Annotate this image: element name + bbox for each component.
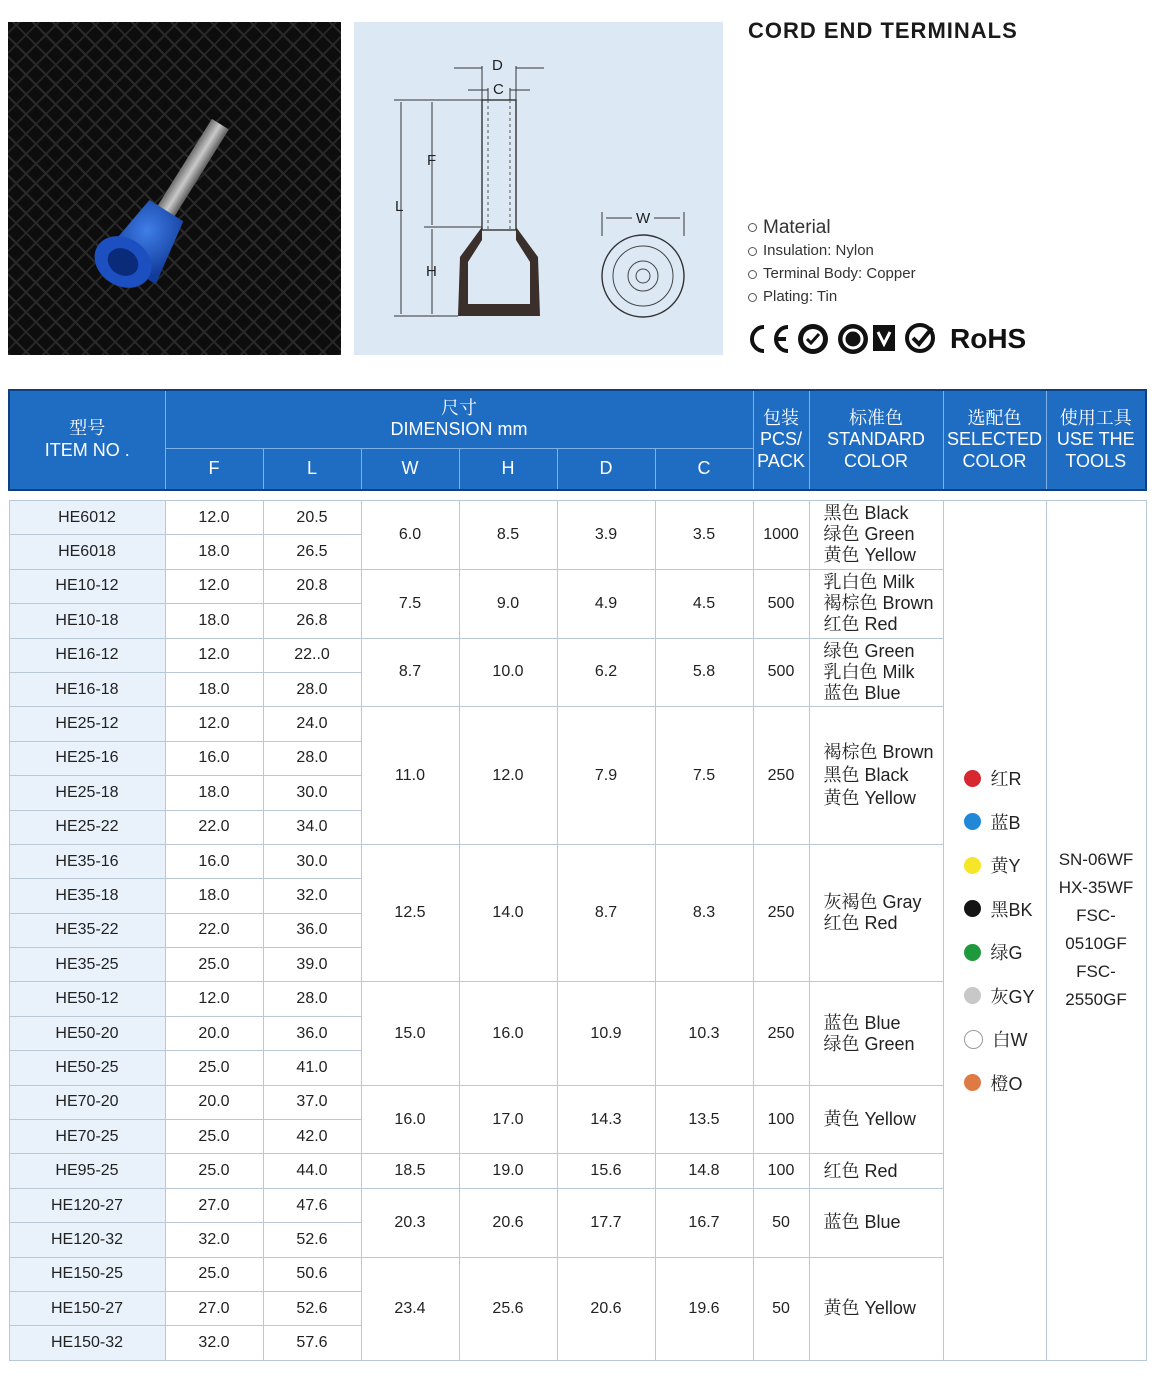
standard-color-entry: 褐棕色 Brown	[823, 742, 934, 763]
h-cell: 20.6	[459, 1188, 557, 1257]
pack-cell: 250	[753, 982, 809, 1085]
header-w: W	[361, 448, 459, 490]
selected-color-label: 橙O	[990, 1073, 1023, 1094]
w-cell: 12.5	[361, 844, 459, 982]
pack-cell: 100	[753, 1154, 809, 1188]
h-cell: 10.0	[459, 638, 557, 707]
f-cell: 12.0	[165, 982, 263, 1016]
f-cell: 12.0	[165, 501, 263, 535]
f-cell: 16.0	[165, 844, 263, 878]
c-cell: 14.8	[655, 1154, 753, 1188]
selected-color-label: 红R	[990, 769, 1022, 790]
l-cell: 52.6	[263, 1223, 361, 1257]
item-no-cell: HE150-25	[9, 1257, 165, 1291]
material-heading: Material	[748, 217, 831, 239]
c-cell: 3.5	[655, 501, 753, 570]
l-cell: 42.0	[263, 1120, 361, 1154]
header-dimension: 尺寸 DIMENSION mm	[165, 390, 753, 448]
d-cell: 4.9	[557, 569, 655, 638]
standard-color-entry: 蓝色 Blue	[823, 682, 901, 703]
standard-color-cell	[809, 844, 943, 982]
spec-table	[8, 389, 1147, 1361]
standard-color-entry: 灰褐色 Gray	[823, 892, 922, 913]
color-swatch-icon	[964, 900, 981, 917]
l-cell: 34.0	[263, 810, 361, 844]
tool-name: FSC-2550GF	[1065, 962, 1127, 1010]
f-cell: 16.0	[165, 741, 263, 775]
item-no-cell: HE150-32	[9, 1326, 165, 1360]
l-cell: 44.0	[263, 1154, 361, 1188]
item-no-cell: HE25-18	[9, 776, 165, 810]
selected-color-item	[964, 1061, 1046, 1105]
standard-color-entry: 黑色 Black	[823, 765, 909, 786]
d-cell: 3.9	[557, 501, 655, 570]
c-cell: 5.8	[655, 638, 753, 707]
item-no-cell: HE70-25	[9, 1120, 165, 1154]
selected-color-label: 黄Y	[990, 856, 1021, 877]
w-cell: 11.0	[361, 707, 459, 845]
f-cell: 20.0	[165, 1016, 263, 1050]
selected-color-label: 黑BK	[990, 899, 1033, 920]
l-cell: 28.0	[263, 741, 361, 775]
h-cell: 17.0	[459, 1085, 557, 1154]
ferrule-image	[8, 22, 341, 355]
label-h: H	[426, 263, 437, 280]
w-cell: 7.5	[361, 569, 459, 638]
page-title: CORD END TERMINALS	[748, 18, 1018, 43]
f-cell: 25.0	[165, 1257, 263, 1291]
standard-color-cell	[809, 1085, 943, 1154]
standard-color-entry: 红色 Red	[823, 913, 898, 934]
l-cell: 36.0	[263, 1016, 361, 1050]
d-cell: 8.7	[557, 844, 655, 982]
f-cell: 12.0	[165, 638, 263, 672]
header-pack: 包装 PCS/ PACK	[753, 390, 809, 490]
pack-cell: 250	[753, 707, 809, 845]
header-f: F	[165, 448, 263, 490]
label-c: C	[493, 81, 504, 98]
color-swatch-icon	[964, 813, 981, 830]
selected-color-item	[964, 756, 1046, 800]
standard-color-entry: 绿色 Green	[823, 524, 915, 545]
selected-color-label: 白W	[992, 1030, 1028, 1051]
f-cell: 27.0	[165, 1188, 263, 1222]
item-no-cell: HE50-12	[9, 982, 165, 1016]
bullet-icon	[748, 223, 757, 232]
pack-cell: 1000	[753, 501, 809, 570]
color-swatch-icon	[964, 1030, 983, 1049]
standard-color-entry: 黄色 Yellow	[823, 1109, 916, 1130]
standard-color-cell	[809, 1154, 943, 1188]
selected-color-item	[964, 887, 1046, 931]
bullet-icon	[748, 293, 757, 302]
standard-color-cell	[809, 707, 943, 845]
dimension-drawing	[354, 22, 723, 355]
color-swatch-icon	[964, 857, 981, 874]
material-item: Terminal Body: Copper	[748, 265, 916, 282]
item-no-cell: HE10-18	[9, 604, 165, 638]
table-row	[9, 501, 1146, 535]
standard-color-cell	[809, 982, 943, 1085]
standard-color-entry: 黄色 Yellow	[823, 788, 916, 809]
c-cell: 8.3	[655, 844, 753, 982]
color-swatch-icon	[964, 1074, 981, 1091]
l-cell: 28.0	[263, 982, 361, 1016]
h-cell: 19.0	[459, 1154, 557, 1188]
selected-color-label: 蓝B	[990, 812, 1021, 833]
standard-color-cell	[809, 1188, 943, 1257]
w-cell: 20.3	[361, 1188, 459, 1257]
item-no-cell: HE150-27	[9, 1291, 165, 1325]
standard-color-entry: 黑色 Black	[823, 503, 909, 524]
tools-cell	[1046, 501, 1146, 1361]
item-no-cell: HE50-25	[9, 1051, 165, 1085]
header-tools: 使用工具 USE THE TOOLS	[1046, 390, 1146, 490]
header-item: 型号 ITEM NO .	[9, 390, 165, 490]
item-no-cell: HE35-22	[9, 913, 165, 947]
l-cell: 52.6	[263, 1291, 361, 1325]
standard-color-cell	[809, 569, 943, 638]
f-cell: 18.0	[165, 776, 263, 810]
f-cell: 25.0	[165, 1051, 263, 1085]
sgs-seal-icon	[836, 322, 870, 356]
item-no-cell: HE35-25	[9, 948, 165, 982]
ce-mark-icon	[746, 323, 792, 355]
w-cell: 15.0	[361, 982, 459, 1085]
selected-color-item	[964, 800, 1046, 844]
selected-color-item	[964, 930, 1046, 974]
f-cell: 18.0	[165, 535, 263, 569]
header-l: L	[263, 448, 361, 490]
l-cell: 41.0	[263, 1051, 361, 1085]
f-cell: 12.0	[165, 707, 263, 741]
item-no-cell: HE35-16	[9, 844, 165, 878]
color-swatch-icon	[964, 770, 981, 787]
standard-color-cell	[809, 638, 943, 707]
f-cell: 18.0	[165, 672, 263, 706]
l-cell: 22..0	[263, 638, 361, 672]
label-d: D	[492, 57, 503, 74]
header-h: H	[459, 448, 557, 490]
item-no-cell: HE16-18	[9, 672, 165, 706]
standard-color-entry: 红色 Red	[823, 1160, 898, 1181]
f-cell: 32.0	[165, 1223, 263, 1257]
h-cell: 16.0	[459, 982, 557, 1085]
product-photo	[8, 22, 341, 355]
f-cell: 22.0	[165, 810, 263, 844]
pack-cell: 250	[753, 844, 809, 982]
selected-color-label: 绿G	[990, 943, 1023, 964]
tool-name: HX-35WF	[1058, 878, 1134, 898]
item-no-cell: HE70-20	[9, 1085, 165, 1119]
selected-color-item	[964, 1017, 1046, 1061]
d-cell: 14.3	[557, 1085, 655, 1154]
certification-logos	[746, 322, 1026, 356]
standard-color-entry: 红色 Red	[823, 614, 898, 635]
l-cell: 57.6	[263, 1326, 361, 1360]
d-cell: 15.6	[557, 1154, 655, 1188]
material-item: Insulation: Nylon	[748, 242, 874, 259]
h-cell: 8.5	[459, 501, 557, 570]
standard-color-entry: 绿色 Green	[823, 1033, 915, 1054]
c-cell: 16.7	[655, 1188, 753, 1257]
bullet-icon	[748, 270, 757, 279]
h-cell: 12.0	[459, 707, 557, 845]
l-cell: 26.5	[263, 535, 361, 569]
c-cell: 4.5	[655, 569, 753, 638]
c-cell: 7.5	[655, 707, 753, 845]
f-cell: 22.0	[165, 913, 263, 947]
pack-cell: 500	[753, 638, 809, 707]
selected-color-label: 灰GY	[990, 986, 1035, 1007]
bullet-icon	[748, 247, 757, 256]
l-cell: 47.6	[263, 1188, 361, 1222]
standard-color-entry: 褐棕色 Brown	[823, 593, 934, 614]
w-cell: 18.5	[361, 1154, 459, 1188]
c-cell: 13.5	[655, 1085, 753, 1154]
label-f: F	[427, 152, 437, 169]
l-cell: 32.0	[263, 879, 361, 913]
header-c: C	[655, 448, 753, 490]
color-swatch-icon	[964, 944, 981, 961]
l-cell: 30.0	[263, 776, 361, 810]
f-cell: 18.0	[165, 879, 263, 913]
l-cell: 26.8	[263, 604, 361, 638]
material-item: Plating: Tin	[748, 288, 837, 305]
d-cell: 20.6	[557, 1257, 655, 1360]
item-no-cell: HE6012	[9, 501, 165, 535]
item-no-cell: HE10-12	[9, 569, 165, 603]
item-no-cell: HE6018	[9, 535, 165, 569]
item-no-cell: HE25-22	[9, 810, 165, 844]
l-cell: 50.6	[263, 1257, 361, 1291]
standard-color-cell	[809, 501, 943, 570]
l-cell: 28.0	[263, 672, 361, 706]
l-cell: 20.8	[263, 569, 361, 603]
selected-color-item	[964, 974, 1046, 1018]
l-cell: 39.0	[263, 948, 361, 982]
item-no-cell: HE35-18	[9, 879, 165, 913]
tool-name: FSC-0510GF	[1065, 906, 1127, 954]
item-no-cell: HE95-25	[9, 1154, 165, 1188]
d-cell: 6.2	[557, 638, 655, 707]
h-cell: 9.0	[459, 569, 557, 638]
header-d: D	[557, 448, 655, 490]
f-cell: 12.0	[165, 569, 263, 603]
standard-color-entry: 黄色 Yellow	[823, 1298, 916, 1319]
pack-cell: 50	[753, 1257, 809, 1360]
standard-color-cell	[809, 1257, 943, 1360]
l-cell: 24.0	[263, 707, 361, 741]
f-cell: 25.0	[165, 1154, 263, 1188]
l-cell: 20.5	[263, 501, 361, 535]
iso-badge-icon	[872, 324, 896, 354]
tool-name: SN-06WF	[1058, 850, 1134, 870]
header-standard-color: 标准色 STANDARD COLOR	[809, 390, 943, 490]
certified-check-icon	[904, 322, 940, 356]
w-cell: 16.0	[361, 1085, 459, 1154]
d-cell: 7.9	[557, 707, 655, 845]
item-no-cell: HE16-12	[9, 638, 165, 672]
f-cell: 25.0	[165, 1120, 263, 1154]
label-l: L	[395, 198, 404, 215]
item-no-cell: HE50-20	[9, 1016, 165, 1050]
header-selected-color: 选配色 SELECTED COLOR	[943, 390, 1046, 490]
pack-cell: 50	[753, 1188, 809, 1257]
w-cell: 6.0	[361, 501, 459, 570]
c-cell: 19.6	[655, 1257, 753, 1360]
color-swatch-icon	[964, 987, 981, 1004]
standard-color-entry: 蓝色 Blue	[823, 1012, 901, 1033]
item-no-cell: HE25-12	[9, 707, 165, 741]
f-cell: 20.0	[165, 1085, 263, 1119]
standard-color-entry: 绿色 Green	[823, 640, 915, 661]
l-cell: 36.0	[263, 913, 361, 947]
rohs-label: RoHS	[950, 323, 1027, 354]
item-no-cell: HE25-16	[9, 741, 165, 775]
h-cell: 14.0	[459, 844, 557, 982]
item-no-cell: HE120-32	[9, 1223, 165, 1257]
quality-seal-icon	[796, 322, 830, 356]
f-cell: 18.0	[165, 604, 263, 638]
h-cell: 25.6	[459, 1257, 557, 1360]
c-cell: 10.3	[655, 982, 753, 1085]
l-cell: 37.0	[263, 1085, 361, 1119]
l-cell: 30.0	[263, 844, 361, 878]
f-cell: 25.0	[165, 948, 263, 982]
selected-color-cell	[943, 501, 1046, 1361]
d-cell: 17.7	[557, 1188, 655, 1257]
selected-color-item	[964, 843, 1046, 887]
item-no-cell: HE120-27	[9, 1188, 165, 1222]
label-w: W	[636, 210, 651, 227]
w-cell: 8.7	[361, 638, 459, 707]
standard-color-entry: 蓝色 Blue	[823, 1212, 901, 1233]
f-cell: 27.0	[165, 1291, 263, 1325]
d-cell: 10.9	[557, 982, 655, 1085]
pack-cell: 500	[753, 569, 809, 638]
w-cell: 23.4	[361, 1257, 459, 1360]
standard-color-entry: 乳白色 Milk	[823, 572, 915, 593]
pack-cell: 100	[753, 1085, 809, 1154]
f-cell: 32.0	[165, 1326, 263, 1360]
standard-color-entry: 乳白色 Milk	[823, 661, 915, 682]
standard-color-entry: 黄色 Yellow	[823, 545, 916, 566]
